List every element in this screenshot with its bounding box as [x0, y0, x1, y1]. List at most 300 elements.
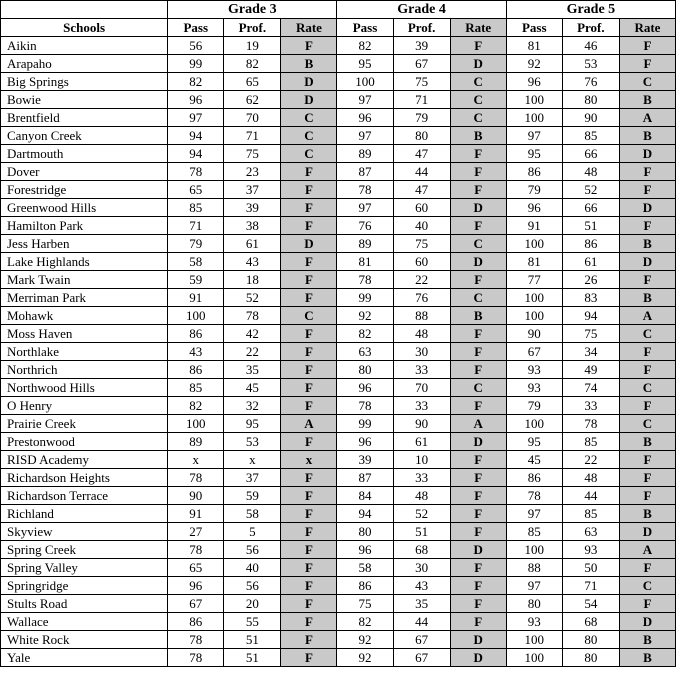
table-row — [1, 325, 676, 343]
grade-5-pass-cell: 95 — [506, 145, 562, 163]
grade-5-pass-cell: 92 — [506, 55, 562, 73]
grade-5-rate-cell: B — [619, 91, 675, 109]
grade-5-pass-cell: 91 — [506, 217, 562, 235]
grade-3-rate-cell: D — [281, 235, 337, 253]
grade-3-pass-cell: 78 — [168, 163, 224, 181]
school-name-cell: Bowie — [1, 91, 168, 109]
grade-3-prof-cell: 95 — [224, 415, 281, 433]
grade-3-pass-cell: 100 — [168, 307, 224, 325]
grade-3-rate-cell: F — [281, 595, 337, 613]
grade-3-pass-cell: 89 — [168, 433, 224, 451]
table-body — [1, 37, 676, 667]
grade-4-prof-cell: 48 — [393, 487, 450, 505]
grade-3-rate-cell: F — [281, 289, 337, 307]
grade-4-prof-cell: 68 — [393, 541, 450, 559]
grade-5-prof-cell: 93 — [562, 541, 619, 559]
grade-5-prof-cell: 34 — [562, 343, 619, 361]
grade-5-prof-cell: 33 — [562, 397, 619, 415]
grade-4-rate-cell: F — [450, 559, 506, 577]
school-name-cell: Spring Creek — [1, 541, 168, 559]
grade-3-prof-cell: 71 — [224, 127, 281, 145]
grade-4-pass-cell: 95 — [337, 55, 393, 73]
table-row — [1, 631, 676, 649]
grade-4-rate-cell: F — [450, 505, 506, 523]
grade-4-pass-cell: 80 — [337, 361, 393, 379]
grade-5-prof-cell: 61 — [562, 253, 619, 271]
grade-5-prof-cell: 50 — [562, 559, 619, 577]
grade-5-rate-cell: D — [619, 145, 675, 163]
table-row — [1, 181, 676, 199]
grade-4-rate-cell: F — [450, 397, 506, 415]
grade-4-pass-cell: 75 — [337, 595, 393, 613]
grade-3-pass-cell: 96 — [168, 577, 224, 595]
grade-5-rate-cell: F — [619, 397, 675, 415]
grade-5-prof-cell: 80 — [562, 631, 619, 649]
grade-5-pass-cell: 79 — [506, 181, 562, 199]
school-name-cell: Hamilton Park — [1, 217, 168, 235]
grade-3-rate-cell: C — [281, 109, 337, 127]
grade-5-pass-cell: 97 — [506, 127, 562, 145]
grade-3-prof-cell: 82 — [224, 55, 281, 73]
grade-5-prof-cell: 63 — [562, 523, 619, 541]
grade-4-rate-header: Rate — [450, 19, 506, 37]
table-row — [1, 541, 676, 559]
grade-3-prof-cell: 61 — [224, 235, 281, 253]
school-name-cell: Northwood Hills — [1, 379, 168, 397]
grade-4-rate-cell: A — [450, 415, 506, 433]
grade-4-pass-cell: 94 — [337, 505, 393, 523]
grade-5-prof-cell: 86 — [562, 235, 619, 253]
table-row — [1, 487, 676, 505]
grade-4-pass-cell: 89 — [337, 235, 393, 253]
grade-5-prof-cell: 85 — [562, 127, 619, 145]
grade-3-rate-cell: F — [281, 433, 337, 451]
grade-4-prof-cell: 43 — [393, 577, 450, 595]
grade-4-pass-cell: 82 — [337, 325, 393, 343]
grade-3-rate-cell: F — [281, 649, 337, 667]
school-name-cell: Merriman Park — [1, 289, 168, 307]
grade-4-rate-cell: F — [450, 271, 506, 289]
grade-5-pass-cell: 93 — [506, 361, 562, 379]
grade-5-prof-cell: 68 — [562, 613, 619, 631]
grade-3-prof-cell: 18 — [224, 271, 281, 289]
grade-4-rate-cell: D — [450, 253, 506, 271]
table-row — [1, 307, 676, 325]
grade-5-rate-cell: D — [619, 613, 675, 631]
school-name-cell: Dover — [1, 163, 168, 181]
table-row — [1, 361, 676, 379]
grade-3-rate-cell: F — [281, 217, 337, 235]
grade-4-prof-cell: 39 — [393, 37, 450, 55]
grade-3-pass-cell: 99 — [168, 55, 224, 73]
grade-3-rate-cell: F — [281, 253, 337, 271]
grade-5-rate-cell: F — [619, 163, 675, 181]
grade-3-pass-cell: 78 — [168, 649, 224, 667]
grade-4-prof-cell: 22 — [393, 271, 450, 289]
grade-5-prof-cell: 83 — [562, 289, 619, 307]
grade-5-pass-cell: 100 — [506, 541, 562, 559]
grade-5-prof-cell: 52 — [562, 181, 619, 199]
grade-4-pass-cell: 99 — [337, 289, 393, 307]
grade-5-pass-cell: 95 — [506, 433, 562, 451]
grade-4-rate-cell: F — [450, 217, 506, 235]
grade-5-rate-cell: C — [619, 415, 675, 433]
grade-5-pass-cell: 81 — [506, 37, 562, 55]
grade-3-rate-cell: F — [281, 361, 337, 379]
column-header-row — [1, 19, 676, 37]
table-row — [1, 577, 676, 595]
grade-3-prof-cell: 51 — [224, 649, 281, 667]
grade-4-prof-cell: 30 — [393, 343, 450, 361]
grade-3-pass-cell: 91 — [168, 289, 224, 307]
grade-4-rate-cell: F — [450, 325, 506, 343]
grade-5-pass-cell: 100 — [506, 109, 562, 127]
grade-5-rate-cell: F — [619, 37, 675, 55]
grade-5-pass-cell: 100 — [506, 289, 562, 307]
grade-5-pass-header: Pass — [506, 19, 562, 37]
table-row — [1, 523, 676, 541]
grade-4-rate-cell: F — [450, 181, 506, 199]
grade-3-pass-cell: 90 — [168, 487, 224, 505]
grade-4-pass-cell: 87 — [337, 469, 393, 487]
grade-3-prof-cell: 42 — [224, 325, 281, 343]
grade-4-pass-cell: 89 — [337, 145, 393, 163]
grade-4-pass-cell: 39 — [337, 451, 393, 469]
school-name-cell: Aikin — [1, 37, 168, 55]
grade-3-prof-cell: 40 — [224, 559, 281, 577]
grade-4-prof-cell: 67 — [393, 55, 450, 73]
grade-3-prof-cell: 59 — [224, 487, 281, 505]
grade-4-rate-cell: F — [450, 451, 506, 469]
grade-5-prof-cell: 90 — [562, 109, 619, 127]
grade-5-rate-cell: F — [619, 451, 675, 469]
grade-4-rate-cell: F — [450, 343, 506, 361]
school-name-cell: Moss Haven — [1, 325, 168, 343]
grade-4-prof-cell: 33 — [393, 469, 450, 487]
grade-3-prof-cell: 56 — [224, 577, 281, 595]
grade-4-pass-cell: 86 — [337, 577, 393, 595]
school-name-cell: Northrich — [1, 361, 168, 379]
grade-4-prof-cell: 60 — [393, 253, 450, 271]
grade-4-pass-cell: 82 — [337, 37, 393, 55]
grade-5-rate-cell: D — [619, 199, 675, 217]
grade-5-prof-cell: 53 — [562, 55, 619, 73]
grade-5-rate-cell: B — [619, 235, 675, 253]
grade-4-prof-cell: 44 — [393, 613, 450, 631]
grade-3-rate-cell: F — [281, 631, 337, 649]
grade-5-rate-cell: F — [619, 487, 675, 505]
grade-3-rate-cell: F — [281, 577, 337, 595]
grade-5-header: Grade 5 — [506, 1, 675, 19]
grade-4-rate-cell: F — [450, 595, 506, 613]
table-row — [1, 469, 676, 487]
grade-4-rate-cell: F — [450, 469, 506, 487]
school-name-cell: Canyon Creek — [1, 127, 168, 145]
grade-5-pass-cell: 100 — [506, 415, 562, 433]
grade-4-rate-cell: C — [450, 73, 506, 91]
grade-3-rate-cell: F — [281, 613, 337, 631]
grade-5-pass-cell: 100 — [506, 235, 562, 253]
grade-3-pass-cell: 91 — [168, 505, 224, 523]
grade-4-pass-cell: 58 — [337, 559, 393, 577]
grade-4-prof-header: Prof. — [393, 19, 450, 37]
grade-4-pass-cell: 100 — [337, 73, 393, 91]
grade-4-pass-cell: 97 — [337, 199, 393, 217]
grade-5-rate-cell: F — [619, 361, 675, 379]
grade-3-rate-cell: F — [281, 559, 337, 577]
school-name-cell: Springridge — [1, 577, 168, 595]
table-row — [1, 343, 676, 361]
grade-5-prof-cell: 80 — [562, 649, 619, 667]
table-row — [1, 379, 676, 397]
grade-4-rate-cell: D — [450, 433, 506, 451]
grade-4-prof-cell: 67 — [393, 631, 450, 649]
grade-3-rate-cell: F — [281, 379, 337, 397]
grade-4-rate-cell: F — [450, 145, 506, 163]
grade-5-pass-cell: 78 — [506, 487, 562, 505]
grade-3-rate-cell: F — [281, 505, 337, 523]
grade-4-prof-cell: 76 — [393, 289, 450, 307]
grade-5-rate-cell: F — [619, 343, 675, 361]
grade-4-prof-cell: 30 — [393, 559, 450, 577]
grade-4-rate-cell: D — [450, 541, 506, 559]
grade-3-rate-cell: F — [281, 469, 337, 487]
school-name-cell: Mohawk — [1, 307, 168, 325]
grade-3-pass-cell: 96 — [168, 91, 224, 109]
grade-5-prof-cell: 78 — [562, 415, 619, 433]
grade-3-prof-cell: 37 — [224, 181, 281, 199]
grade-4-header: Grade 4 — [337, 1, 506, 19]
grade-5-pass-cell: 79 — [506, 397, 562, 415]
grade-4-prof-cell: 80 — [393, 127, 450, 145]
grade-4-rate-cell: C — [450, 235, 506, 253]
grade-3-prof-cell: 58 — [224, 505, 281, 523]
grade-4-pass-cell: 96 — [337, 433, 393, 451]
grade-5-rate-cell: F — [619, 217, 675, 235]
school-name-cell: Greenwood Hills — [1, 199, 168, 217]
grade-3-pass-cell: 71 — [168, 217, 224, 235]
table-row — [1, 109, 676, 127]
grade-3-pass-cell: x — [168, 451, 224, 469]
table-row — [1, 55, 676, 73]
grade-5-prof-cell: 48 — [562, 469, 619, 487]
grade-3-pass-cell: 86 — [168, 361, 224, 379]
grade-5-pass-cell: 80 — [506, 595, 562, 613]
grade-5-pass-cell: 86 — [506, 469, 562, 487]
grade-4-rate-cell: D — [450, 55, 506, 73]
grade-3-prof-header: Prof. — [224, 19, 281, 37]
table-row — [1, 145, 676, 163]
grade-3-prof-cell: 37 — [224, 469, 281, 487]
school-name-cell: Dartmouth — [1, 145, 168, 163]
schools-column-header: Schools — [1, 19, 168, 37]
grade-4-prof-cell: 51 — [393, 523, 450, 541]
grade-3-pass-cell: 78 — [168, 631, 224, 649]
grade-3-pass-cell: 43 — [168, 343, 224, 361]
grade-3-prof-cell: 51 — [224, 631, 281, 649]
grade-4-rate-cell: F — [450, 577, 506, 595]
grade-4-pass-cell: 92 — [337, 631, 393, 649]
grade-5-prof-cell: 26 — [562, 271, 619, 289]
grade-3-prof-cell: 52 — [224, 289, 281, 307]
grade-5-rate-cell: F — [619, 181, 675, 199]
grade-5-rate-cell: A — [619, 109, 675, 127]
grade-3-prof-cell: 23 — [224, 163, 281, 181]
grade-4-pass-cell: 97 — [337, 91, 393, 109]
grade-3-rate-cell: F — [281, 343, 337, 361]
table-row — [1, 127, 676, 145]
grade-3-pass-cell: 65 — [168, 559, 224, 577]
grade-5-prof-cell: 46 — [562, 37, 619, 55]
grade-3-prof-cell: 22 — [224, 343, 281, 361]
grade-4-pass-cell: 97 — [337, 127, 393, 145]
grade-4-prof-cell: 61 — [393, 433, 450, 451]
grade-3-prof-cell: 75 — [224, 145, 281, 163]
table-row — [1, 163, 676, 181]
grade-5-rate-cell: F — [619, 55, 675, 73]
school-name-cell: Big Springs — [1, 73, 168, 91]
grade-4-rate-cell: C — [450, 289, 506, 307]
grade-4-prof-cell: 90 — [393, 415, 450, 433]
grade-4-rate-cell: C — [450, 109, 506, 127]
grade-3-pass-cell: 79 — [168, 235, 224, 253]
grade-5-prof-cell: 48 — [562, 163, 619, 181]
grade-3-prof-cell: 45 — [224, 379, 281, 397]
grade-4-pass-cell: 76 — [337, 217, 393, 235]
grade-3-rate-cell: F — [281, 523, 337, 541]
school-name-cell: Arapaho — [1, 55, 168, 73]
grade-4-rate-cell: C — [450, 91, 506, 109]
grade-4-pass-cell: 80 — [337, 523, 393, 541]
grade-4-prof-cell: 44 — [393, 163, 450, 181]
grade-4-pass-cell: 81 — [337, 253, 393, 271]
grade-3-rate-cell: C — [281, 307, 337, 325]
grade-4-prof-cell: 75 — [393, 235, 450, 253]
grade-3-rate-cell: F — [281, 163, 337, 181]
grade-4-rate-cell: B — [450, 307, 506, 325]
school-name-cell: Northlake — [1, 343, 168, 361]
grade-3-rate-cell: F — [281, 397, 337, 415]
grade-4-rate-cell: C — [450, 379, 506, 397]
grade-4-pass-cell: 78 — [337, 181, 393, 199]
grade-3-rate-header: Rate — [281, 19, 337, 37]
school-name-cell: Wallace — [1, 613, 168, 631]
grade-4-pass-cell: 96 — [337, 541, 393, 559]
grade-5-pass-cell: 81 — [506, 253, 562, 271]
grade-3-pass-cell: 58 — [168, 253, 224, 271]
grade-5-rate-header: Rate — [619, 19, 675, 37]
grade-3-rate-cell: C — [281, 127, 337, 145]
grade-4-rate-cell: D — [450, 199, 506, 217]
table-row — [1, 613, 676, 631]
grade-3-pass-cell: 85 — [168, 379, 224, 397]
grade-4-prof-cell: 79 — [393, 109, 450, 127]
table-row — [1, 37, 676, 55]
grade-5-pass-cell: 100 — [506, 91, 562, 109]
grade-3-rate-cell: D — [281, 73, 337, 91]
table-row — [1, 235, 676, 253]
grade-3-prof-cell: 65 — [224, 73, 281, 91]
grade-5-rate-cell: B — [619, 289, 675, 307]
grade-5-rate-cell: B — [619, 631, 675, 649]
grade-3-rate-cell: F — [281, 541, 337, 559]
grade-5-prof-cell: 74 — [562, 379, 619, 397]
grade-5-pass-cell: 88 — [506, 559, 562, 577]
grade-3-header: Grade 3 — [168, 1, 337, 19]
grade-4-pass-cell: 92 — [337, 307, 393, 325]
grade-3-prof-cell: 38 — [224, 217, 281, 235]
school-name-cell: Brentfield — [1, 109, 168, 127]
grade-4-prof-cell: 47 — [393, 181, 450, 199]
grade-5-rate-cell: A — [619, 541, 675, 559]
grade-4-prof-cell: 35 — [393, 595, 450, 613]
grade-3-rate-cell: F — [281, 487, 337, 505]
grade-4-prof-cell: 67 — [393, 649, 450, 667]
table-row — [1, 505, 676, 523]
grade-5-prof-cell: 22 — [562, 451, 619, 469]
grade-4-prof-cell: 60 — [393, 199, 450, 217]
grade-4-pass-cell: 84 — [337, 487, 393, 505]
grade-3-pass-cell: 82 — [168, 73, 224, 91]
grade-5-prof-cell: 80 — [562, 91, 619, 109]
grade-5-prof-cell: 85 — [562, 433, 619, 451]
table-row — [1, 451, 676, 469]
grade-3-pass-cell: 78 — [168, 469, 224, 487]
grade-4-prof-cell: 40 — [393, 217, 450, 235]
grade-5-rate-cell: F — [619, 595, 675, 613]
grade-4-prof-cell: 70 — [393, 379, 450, 397]
grade-3-pass-cell: 27 — [168, 523, 224, 541]
school-name-cell: RISD Academy — [1, 451, 168, 469]
grade-3-prof-cell: 55 — [224, 613, 281, 631]
grade-5-prof-cell: 51 — [562, 217, 619, 235]
grade-4-prof-cell: 48 — [393, 325, 450, 343]
grade-5-rate-cell: C — [619, 325, 675, 343]
school-name-cell: Forestridge — [1, 181, 168, 199]
grade-5-pass-cell: 93 — [506, 613, 562, 631]
grade-5-prof-cell: 75 — [562, 325, 619, 343]
grade-3-prof-cell: 78 — [224, 307, 281, 325]
grade-5-rate-cell: C — [619, 379, 675, 397]
grade-3-rate-cell: C — [281, 145, 337, 163]
table-row — [1, 199, 676, 217]
grade-5-rate-cell: F — [619, 559, 675, 577]
grade-4-prof-cell: 47 — [393, 145, 450, 163]
grade-3-prof-cell: 62 — [224, 91, 281, 109]
school-name-cell: Richardson Terrace — [1, 487, 168, 505]
grade-5-rate-cell: D — [619, 523, 675, 541]
grade-3-rate-cell: F — [281, 37, 337, 55]
grade-4-pass-cell: 78 — [337, 271, 393, 289]
table-row — [1, 91, 676, 109]
grade-5-rate-cell: F — [619, 271, 675, 289]
grade-3-prof-cell: 20 — [224, 595, 281, 613]
grade-5-rate-cell: B — [619, 127, 675, 145]
grade-3-pass-cell: 97 — [168, 109, 224, 127]
table-row — [1, 397, 676, 415]
grade-4-rate-cell: B — [450, 127, 506, 145]
grade-3-prof-cell: 56 — [224, 541, 281, 559]
grade-4-rate-cell: F — [450, 613, 506, 631]
grade-3-rate-cell: F — [281, 325, 337, 343]
grade-5-prof-cell: 49 — [562, 361, 619, 379]
grade-4-pass-cell: 78 — [337, 397, 393, 415]
grade-5-rate-cell: B — [619, 649, 675, 667]
table-row — [1, 73, 676, 91]
grade-3-rate-cell: x — [281, 451, 337, 469]
grade-4-prof-cell: 10 — [393, 451, 450, 469]
grade-5-prof-cell: 66 — [562, 145, 619, 163]
